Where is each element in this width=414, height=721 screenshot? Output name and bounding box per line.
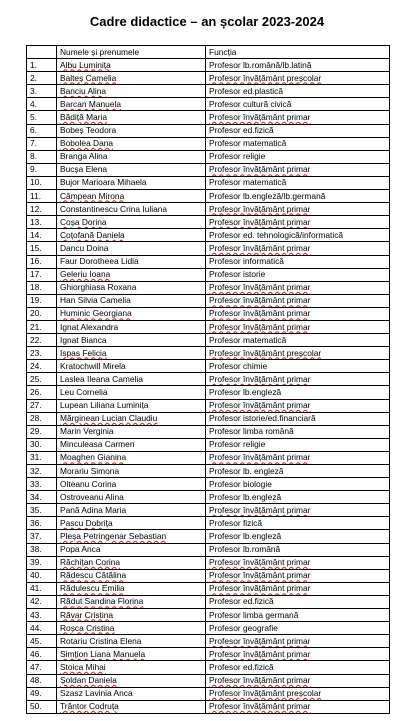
row-function: Profesor învățământ primar [206, 242, 390, 255]
row-number: 30. [27, 438, 57, 451]
table-row [27, 595, 390, 608]
row-function: Profesor ed.fizică [206, 661, 390, 674]
row-name: Pană Adina Maria [57, 504, 206, 517]
row-number: 33. [27, 478, 57, 491]
row-function: Profesor învățământ primar [206, 307, 390, 320]
row-name: Bucșa Elena [57, 163, 206, 176]
row-number: 44. [27, 622, 57, 635]
row-number: 15. [27, 242, 57, 255]
table-row [27, 203, 390, 216]
table-row [27, 451, 390, 464]
table-row [27, 425, 390, 438]
row-function: Profesor învățământ primar [206, 281, 390, 294]
row-name: Albu Luminița [57, 59, 206, 72]
row-name: Olteanu Corina [57, 478, 206, 491]
row-name: Șoldan Daniela [57, 674, 206, 687]
row-number: 27. [27, 399, 57, 412]
table-header-row [27, 46, 390, 59]
row-number: 17. [27, 268, 57, 281]
row-function: Profesor lb.engleză [206, 386, 390, 399]
row-name: Kratochwill Mirela [57, 360, 206, 373]
row-function: Profesor învățământ primar [206, 399, 390, 412]
table-row [27, 137, 390, 150]
table-row [27, 85, 390, 98]
row-name: Branga Alina [57, 150, 206, 163]
table-row [27, 517, 390, 530]
row-number: 28. [27, 412, 57, 425]
header-number [27, 46, 57, 59]
table-row [27, 438, 390, 451]
row-name: Laslea Ileana Camelia [57, 373, 206, 386]
row-number: 3. [27, 85, 57, 98]
row-number: 34. [27, 491, 57, 504]
row-name: Barcan Manuela [57, 98, 206, 111]
row-number: 41. [27, 582, 57, 595]
row-number: 16. [27, 255, 57, 268]
row-function: Profesor istorie [206, 268, 390, 281]
table-row [27, 622, 390, 635]
table-row [27, 491, 390, 504]
table-row [27, 255, 390, 268]
table-row [27, 216, 390, 229]
row-number: 26. [27, 386, 57, 399]
row-name: Răchițan Corina [57, 556, 206, 569]
row-function: Profesor lb.engleză [206, 491, 390, 504]
row-number: 20. [27, 307, 57, 320]
row-number: 32. [27, 465, 57, 478]
table-row [27, 294, 390, 307]
row-name: Minculeasa Carmen [57, 438, 206, 451]
row-name: Huminic Georgiana [57, 307, 206, 320]
table-row [27, 124, 390, 137]
table-row [27, 176, 390, 189]
table-row [27, 268, 390, 281]
row-name: Faur Dorotheea Lidia [57, 255, 206, 268]
row-name: Pascu Dobrița [57, 517, 206, 530]
table-row [27, 111, 390, 124]
staff-table [26, 45, 390, 714]
row-function: Profesor învățământ primar [206, 635, 390, 648]
row-number: 23. [27, 347, 57, 360]
row-name: Marin Verginia [57, 425, 206, 438]
row-name: Rădescu Cătălina [57, 569, 206, 582]
table-row [27, 386, 390, 399]
row-name: Han Silvia Camelia [57, 294, 206, 307]
table-row [27, 504, 390, 517]
table-row [27, 661, 390, 674]
table-row [27, 478, 390, 491]
row-function: Profesor învățământ primar [206, 216, 390, 229]
table-row [27, 320, 390, 333]
table-row [27, 163, 390, 176]
row-name: Moaghen Gianina [57, 451, 206, 464]
row-number: 46. [27, 648, 57, 661]
table-row [27, 360, 390, 373]
row-function: Profesor învățământ preșcolar [206, 687, 390, 700]
row-number: 22. [27, 334, 57, 347]
row-name: Rădut Sandina Florina [57, 595, 206, 608]
row-function: Profesor învățământ primar [206, 373, 390, 386]
row-function: Profesor chimie [206, 360, 390, 373]
row-function: Profesor matematică [206, 137, 390, 150]
table-row [27, 609, 390, 622]
row-function: Profesor istorie/ed.financiară [206, 412, 390, 425]
table-row [27, 543, 390, 556]
table-row [27, 465, 390, 478]
row-name: Roșca Cristina [57, 622, 206, 635]
row-function: Profesor învățământ primar [206, 674, 390, 687]
table-row [27, 635, 390, 648]
row-number: 48. [27, 674, 57, 687]
row-function: Profesor informatică [206, 255, 390, 268]
row-function: Profesor învățământ preșcolar [206, 72, 390, 85]
row-function: Profesor religie [206, 438, 390, 451]
table-row [27, 412, 390, 425]
row-name: Ostroveanu Alina [57, 491, 206, 504]
row-number: 13. [27, 216, 57, 229]
row-function: Profesor învățământ preșcolar [206, 347, 390, 360]
row-name: Trântor Codruța [57, 700, 206, 713]
row-name: Lupean Liliana Luminița [57, 399, 206, 412]
row-number: 37. [27, 530, 57, 543]
row-function: Profesor lb.engleză/lb.germană [206, 190, 390, 203]
row-number: 6. [27, 124, 57, 137]
row-number: 47. [27, 661, 57, 674]
table-row [27, 190, 390, 203]
row-name: Bobeș Teodora [57, 124, 206, 137]
table-row [27, 582, 390, 595]
row-name: Bujor Marioara Mihaela [57, 176, 206, 189]
row-function: Profesor învățământ primar [206, 582, 390, 595]
row-function: Profesor biologie [206, 478, 390, 491]
row-function: Profesor limba română [206, 425, 390, 438]
row-number: 9. [27, 163, 57, 176]
row-function: Profesor matematică [206, 334, 390, 347]
row-number: 1. [27, 59, 57, 72]
row-function: Profesor învățământ primar [206, 504, 390, 517]
table-row [27, 687, 390, 700]
row-name: Coșa Dorina [57, 216, 206, 229]
row-function: Profesor învățământ primar [206, 648, 390, 661]
row-number: 31. [27, 451, 57, 464]
row-function: Profesor matematică [206, 176, 390, 189]
table-row [27, 569, 390, 582]
row-function: Profesor ed.fizică [206, 124, 390, 137]
row-number: 18. [27, 281, 57, 294]
row-name: Pleșa Petringenar Sebastian [57, 530, 206, 543]
table-row [27, 150, 390, 163]
row-function: Profesor învățământ primar [206, 294, 390, 307]
table-row [27, 399, 390, 412]
row-number: 5. [27, 111, 57, 124]
table-row [27, 281, 390, 294]
row-number: 4. [27, 98, 57, 111]
table-row [27, 72, 390, 85]
row-name: Banciu Alina [57, 85, 206, 98]
row-number: 39. [27, 556, 57, 569]
table-row [27, 530, 390, 543]
row-name: Mărginean Lucian Claudiu [57, 412, 206, 425]
row-number: 40. [27, 569, 57, 582]
row-name: Leu Cornelia [57, 386, 206, 399]
row-number: 35. [27, 504, 57, 517]
row-name: Geleriu Ioana [57, 268, 206, 281]
row-number: 21. [27, 320, 57, 333]
row-number: 45. [27, 635, 57, 648]
row-name: Câmpean Mirona [57, 190, 206, 203]
row-number: 2. [27, 72, 57, 85]
row-name: Ignat Alexandra [57, 320, 206, 333]
row-number: 29. [27, 425, 57, 438]
row-function: Profesor limba germană [206, 609, 390, 622]
table-row [27, 347, 390, 360]
row-number: 24. [27, 360, 57, 373]
row-name: Balteș Camelia [57, 72, 206, 85]
row-number: 38. [27, 543, 57, 556]
row-function: Profesor ed. tehnologică/informatică [206, 229, 390, 242]
row-function: Profesor geografie [206, 622, 390, 635]
row-function: Profesor învățământ primar [206, 556, 390, 569]
row-number: 12. [27, 203, 57, 216]
row-name: Popa Anca [57, 543, 206, 556]
row-name: Răvar Cristina [57, 609, 206, 622]
table-row [27, 242, 390, 255]
row-name: Stoica Mihai [57, 661, 206, 674]
row-number: 25. [27, 373, 57, 386]
row-name: Bobolea Dana [57, 137, 206, 150]
table-row [27, 556, 390, 569]
table-row [27, 229, 390, 242]
row-function: Profesor lb. engleză [206, 465, 390, 478]
row-number: 50. [27, 700, 57, 713]
row-name: Rădulescu Emilia [57, 582, 206, 595]
row-name: Ispas Felicia [57, 347, 206, 360]
row-number: 7. [27, 137, 57, 150]
row-function: Profesor învățământ primar [206, 163, 390, 176]
table-row [27, 59, 390, 72]
table-row [27, 700, 390, 713]
row-function: Profesor ed.fizică [206, 595, 390, 608]
row-function: Profesor cultură civică [206, 98, 390, 111]
row-name: Szasz Lavinia Anca [57, 687, 206, 700]
table-row [27, 307, 390, 320]
document-title: Cadre didactice – an școlar 2023-2024 [89, 14, 325, 29]
row-number: 43. [27, 609, 57, 622]
row-number: 19. [27, 294, 57, 307]
row-name: Bădiță Maria [57, 111, 206, 124]
table-row [27, 98, 390, 111]
row-name: Simțion Liana Manuela [57, 648, 206, 661]
row-name: Dancu Doina [57, 242, 206, 255]
row-function: Profesor lb.română [206, 543, 390, 556]
row-function: Profesor religie [206, 150, 390, 163]
row-number: 11. [27, 190, 57, 203]
row-function: Profesor învățământ primar [206, 569, 390, 582]
row-name: Morariu Simona [57, 465, 206, 478]
row-name: Ignat Bianca [57, 334, 206, 347]
row-number: 49. [27, 687, 57, 700]
header-name: Numele și prenumele [57, 46, 206, 59]
row-number: 36. [27, 517, 57, 530]
row-function: Profesor fizică [206, 517, 390, 530]
row-function: Profesor lb.engleză [206, 530, 390, 543]
row-number: 14. [27, 229, 57, 242]
table-row [27, 334, 390, 347]
row-function: Profesor învățământ primar [206, 203, 390, 216]
row-name: Constantinescu Crina Iuliana [57, 203, 206, 216]
row-function: Profesor învățământ primar [206, 111, 390, 124]
header-function: Funcția [206, 46, 390, 59]
row-function: Profesor învățământ primar [206, 700, 390, 713]
row-name: Ghiorghiasa Roxana [57, 281, 206, 294]
row-number: 8. [27, 150, 57, 163]
row-name: Rotariu Cristina Elena [57, 635, 206, 648]
row-function: Profesor învățământ primar [206, 320, 390, 333]
table-row [27, 373, 390, 386]
row-number: 10. [27, 176, 57, 189]
row-function: Profesor învățământ primar [206, 451, 390, 464]
row-function: Profesor lb.română/lb.latină [206, 59, 390, 72]
row-name: Coțofană Daniela [57, 229, 206, 242]
table-row [27, 674, 390, 687]
row-number: 42. [27, 595, 57, 608]
row-function: Profesor ed.plastică [206, 85, 390, 98]
table-row [27, 648, 390, 661]
